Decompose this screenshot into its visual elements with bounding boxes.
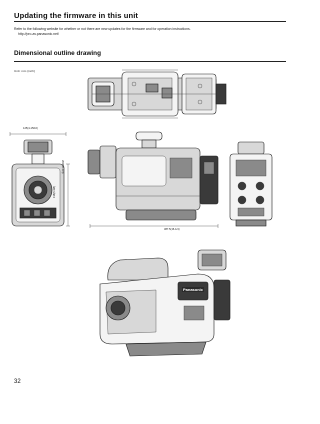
front-side-height-dimension: 136(5-3/8)	[53, 186, 56, 198]
front-height-dimension: 260(10-1/4)	[61, 160, 64, 174]
front-width-dimension: 125(4-15/16)	[23, 127, 38, 130]
side-view-drawing	[86, 130, 222, 230]
perspective-view-drawing	[86, 244, 236, 362]
front-view-drawing	[8, 132, 70, 236]
intro-paragraph	[14, 27, 191, 36]
drawing-title: Dimensional outline drawing	[14, 50, 101, 57]
firmware-url: http://pro-av.panasonic.net/	[18, 31, 59, 36]
drawing-title-rule	[14, 61, 286, 62]
rear-view-drawing	[226, 140, 276, 228]
section-title: Updating the firmware in this unit	[14, 11, 139, 20]
title-rule	[14, 21, 286, 22]
top-view-drawing	[82, 64, 230, 124]
unit-label: Unit: mm (inch)	[14, 69, 35, 73]
intro-text: Refer to the following website for whether or not there are new updates for the firmware and for operation instructions.	[14, 27, 191, 31]
brand-label: Panasonic	[183, 287, 204, 292]
side-length-dimension: 387.5(15-1/4)	[164, 228, 180, 231]
page-number: 32	[14, 379, 21, 385]
